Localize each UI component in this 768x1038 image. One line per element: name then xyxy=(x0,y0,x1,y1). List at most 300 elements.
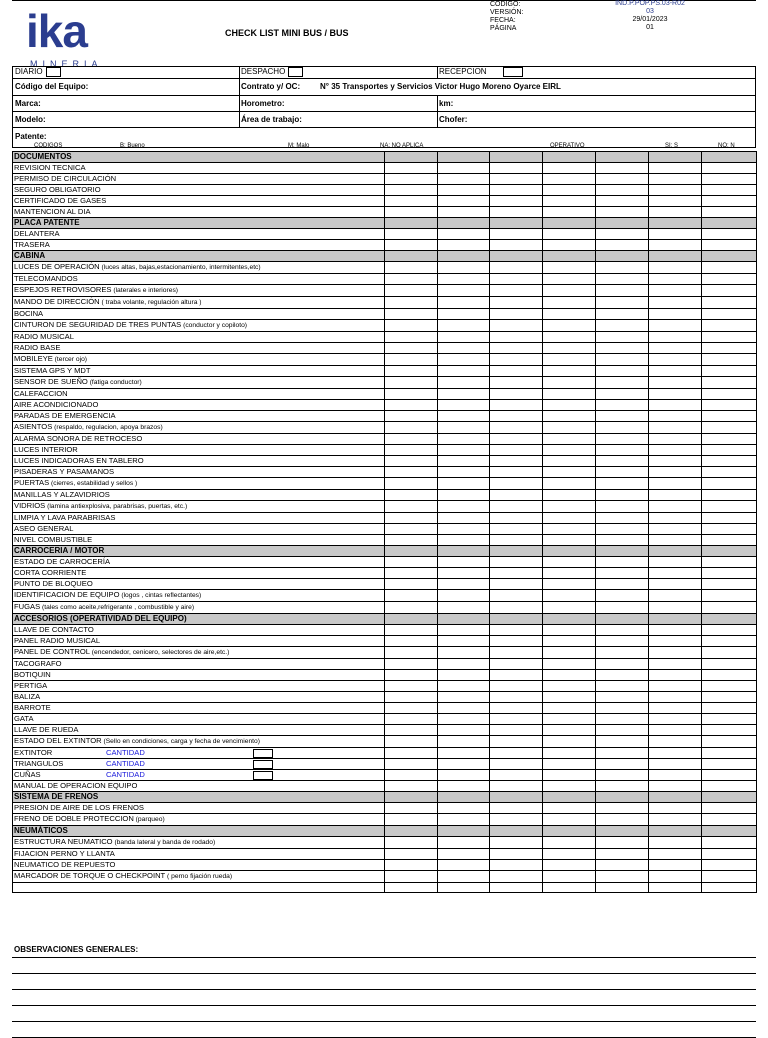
check-cell[interactable] xyxy=(596,285,649,297)
check-cell[interactable] xyxy=(702,781,757,792)
check-cell[interactable] xyxy=(438,692,490,703)
check-cell[interactable] xyxy=(385,883,438,893)
check-cell[interactable] xyxy=(649,274,702,285)
check-cell[interactable] xyxy=(385,837,438,849)
check-cell[interactable] xyxy=(438,524,490,535)
check-cell[interactable] xyxy=(649,748,702,759)
check-cell[interactable] xyxy=(490,377,543,389)
check-cell[interactable] xyxy=(385,434,438,445)
check-cell[interactable] xyxy=(596,297,649,309)
check-cell[interactable] xyxy=(490,422,543,434)
check-cell[interactable] xyxy=(702,297,757,309)
check-cell[interactable] xyxy=(438,501,490,513)
check-cell[interactable] xyxy=(490,714,543,725)
check-cell[interactable] xyxy=(543,568,596,579)
check-cell[interactable] xyxy=(702,285,757,297)
check-cell[interactable] xyxy=(385,535,438,546)
check-cell[interactable] xyxy=(490,343,543,354)
check-cell[interactable] xyxy=(596,647,649,659)
check-cell[interactable] xyxy=(649,196,702,207)
check-cell[interactable] xyxy=(490,229,543,240)
check-cell[interactable] xyxy=(438,274,490,285)
check-cell[interactable] xyxy=(438,490,490,501)
check-cell[interactable] xyxy=(385,262,438,274)
check-cell[interactable] xyxy=(490,568,543,579)
check-cell[interactable] xyxy=(490,309,543,320)
check-cell[interactable] xyxy=(596,174,649,185)
check-cell[interactable] xyxy=(438,568,490,579)
check-cell[interactable] xyxy=(490,670,543,681)
check-cell[interactable] xyxy=(702,579,757,590)
check-cell[interactable] xyxy=(702,343,757,354)
check-cell[interactable] xyxy=(649,636,702,647)
check-cell[interactable] xyxy=(490,434,543,445)
check-cell[interactable] xyxy=(702,670,757,681)
check-cell[interactable] xyxy=(649,781,702,792)
check-cell[interactable] xyxy=(702,659,757,670)
check-cell[interactable] xyxy=(596,781,649,792)
check-cell[interactable] xyxy=(702,366,757,377)
check-cell[interactable] xyxy=(596,320,649,332)
check-cell[interactable] xyxy=(702,185,757,196)
check-cell[interactable] xyxy=(385,803,438,814)
check-cell[interactable] xyxy=(596,524,649,535)
check-cell[interactable] xyxy=(702,490,757,501)
check-cell[interactable] xyxy=(649,163,702,174)
check-cell[interactable] xyxy=(490,524,543,535)
check-cell[interactable] xyxy=(543,636,596,647)
check-cell[interactable] xyxy=(385,759,438,770)
check-cell[interactable] xyxy=(543,163,596,174)
check-cell[interactable] xyxy=(490,860,543,871)
check-cell[interactable] xyxy=(438,343,490,354)
check-cell[interactable] xyxy=(385,602,438,614)
check-cell[interactable] xyxy=(438,725,490,736)
check-cell[interactable] xyxy=(649,860,702,871)
check-cell[interactable] xyxy=(596,670,649,681)
check-cell[interactable] xyxy=(596,163,649,174)
check-cell[interactable] xyxy=(385,725,438,736)
check-cell[interactable] xyxy=(438,625,490,636)
check-cell[interactable] xyxy=(385,163,438,174)
check-cell[interactable] xyxy=(490,366,543,377)
check-cell[interactable] xyxy=(490,535,543,546)
check-cell[interactable] xyxy=(596,849,649,860)
check-cell[interactable] xyxy=(702,434,757,445)
check-cell[interactable] xyxy=(649,411,702,422)
check-cell[interactable] xyxy=(649,285,702,297)
check-cell[interactable] xyxy=(649,377,702,389)
check-cell[interactable] xyxy=(702,354,757,366)
check-cell[interactable] xyxy=(649,501,702,513)
check-cell[interactable] xyxy=(385,174,438,185)
check-cell[interactable] xyxy=(649,309,702,320)
check-cell[interactable] xyxy=(438,535,490,546)
check-cell[interactable] xyxy=(385,703,438,714)
check-cell[interactable] xyxy=(490,262,543,274)
check-cell[interactable] xyxy=(596,602,649,614)
check-cell[interactable] xyxy=(596,692,649,703)
check-cell[interactable] xyxy=(702,309,757,320)
check-cell[interactable] xyxy=(596,803,649,814)
check-cell[interactable] xyxy=(596,422,649,434)
check-cell[interactable] xyxy=(543,714,596,725)
check-cell[interactable] xyxy=(702,736,757,748)
check-cell[interactable] xyxy=(490,389,543,400)
check-cell[interactable] xyxy=(385,354,438,366)
check-cell[interactable] xyxy=(702,478,757,490)
check-cell[interactable] xyxy=(649,803,702,814)
check-cell[interactable] xyxy=(438,411,490,422)
check-cell[interactable] xyxy=(596,400,649,411)
check-cell[interactable] xyxy=(385,781,438,792)
check-cell[interactable] xyxy=(702,456,757,467)
check-cell[interactable] xyxy=(490,411,543,422)
check-cell[interactable] xyxy=(596,229,649,240)
check-cell[interactable] xyxy=(543,490,596,501)
check-cell[interactable] xyxy=(385,478,438,490)
check-cell[interactable] xyxy=(702,332,757,343)
check-cell[interactable] xyxy=(702,535,757,546)
check-cell[interactable] xyxy=(438,240,490,251)
check-cell[interactable] xyxy=(543,725,596,736)
check-cell[interactable] xyxy=(596,759,649,770)
check-cell[interactable] xyxy=(490,320,543,332)
check-cell[interactable] xyxy=(490,871,543,883)
check-cell[interactable] xyxy=(543,625,596,636)
check-cell[interactable] xyxy=(385,736,438,748)
check-cell[interactable] xyxy=(702,320,757,332)
check-cell[interactable] xyxy=(385,377,438,389)
check-cell[interactable] xyxy=(543,770,596,781)
check-cell[interactable] xyxy=(596,490,649,501)
check-cell[interactable] xyxy=(649,320,702,332)
check-cell[interactable] xyxy=(490,185,543,196)
check-cell[interactable] xyxy=(438,703,490,714)
check-cell[interactable] xyxy=(490,849,543,860)
check-cell[interactable] xyxy=(649,883,702,893)
check-cell[interactable] xyxy=(543,400,596,411)
check-cell[interactable] xyxy=(596,309,649,320)
check-cell[interactable] xyxy=(596,714,649,725)
check-cell[interactable] xyxy=(438,670,490,681)
check-cell[interactable] xyxy=(596,456,649,467)
check-cell[interactable] xyxy=(543,434,596,445)
check-cell[interactable] xyxy=(385,524,438,535)
check-cell[interactable] xyxy=(490,590,543,602)
check-cell[interactable] xyxy=(543,389,596,400)
check-cell[interactable] xyxy=(385,871,438,883)
check-cell[interactable] xyxy=(385,366,438,377)
check-cell[interactable] xyxy=(596,377,649,389)
check-cell[interactable] xyxy=(490,274,543,285)
check-cell[interactable] xyxy=(702,568,757,579)
check-cell[interactable] xyxy=(702,647,757,659)
check-cell[interactable] xyxy=(702,725,757,736)
check-cell[interactable] xyxy=(438,207,490,218)
check-cell[interactable] xyxy=(543,803,596,814)
check-cell[interactable] xyxy=(596,579,649,590)
check-cell[interactable] xyxy=(438,400,490,411)
check-cell[interactable] xyxy=(702,759,757,770)
check-cell[interactable] xyxy=(490,781,543,792)
check-cell[interactable] xyxy=(649,478,702,490)
check-cell[interactable] xyxy=(596,725,649,736)
check-cell[interactable] xyxy=(596,883,649,893)
check-cell[interactable] xyxy=(438,389,490,400)
check-cell[interactable] xyxy=(543,229,596,240)
check-cell[interactable] xyxy=(543,366,596,377)
check-cell[interactable] xyxy=(702,871,757,883)
check-cell[interactable] xyxy=(543,647,596,659)
check-cell[interactable] xyxy=(649,602,702,614)
check-cell[interactable] xyxy=(596,770,649,781)
check-cell[interactable] xyxy=(596,185,649,196)
check-cell[interactable] xyxy=(490,354,543,366)
check-cell[interactable] xyxy=(596,196,649,207)
diario-checkbox[interactable] xyxy=(46,67,61,77)
check-cell[interactable] xyxy=(543,759,596,770)
check-cell[interactable] xyxy=(649,490,702,501)
check-cell[interactable] xyxy=(438,196,490,207)
check-cell[interactable] xyxy=(596,557,649,568)
check-cell[interactable] xyxy=(543,681,596,692)
check-cell[interactable] xyxy=(596,703,649,714)
check-cell[interactable] xyxy=(649,262,702,274)
check-cell[interactable] xyxy=(385,501,438,513)
check-cell[interactable] xyxy=(596,332,649,343)
check-cell[interactable] xyxy=(385,692,438,703)
check-cell[interactable] xyxy=(649,400,702,411)
check-cell[interactable] xyxy=(596,354,649,366)
check-cell[interactable] xyxy=(438,309,490,320)
check-cell[interactable] xyxy=(490,501,543,513)
check-cell[interactable] xyxy=(438,354,490,366)
recepcion-checkbox[interactable] xyxy=(503,67,523,77)
check-cell[interactable] xyxy=(649,389,702,400)
cantidad-box[interactable] xyxy=(253,760,273,769)
check-cell[interactable] xyxy=(385,860,438,871)
check-cell[interactable] xyxy=(649,240,702,251)
check-cell[interactable] xyxy=(385,849,438,860)
check-cell[interactable] xyxy=(596,478,649,490)
check-cell[interactable] xyxy=(649,297,702,309)
check-cell[interactable] xyxy=(438,860,490,871)
check-cell[interactable] xyxy=(490,400,543,411)
check-cell[interactable] xyxy=(490,513,543,524)
check-cell[interactable] xyxy=(490,814,543,826)
check-cell[interactable] xyxy=(596,659,649,670)
check-cell[interactable] xyxy=(702,501,757,513)
check-cell[interactable] xyxy=(543,501,596,513)
check-cell[interactable] xyxy=(543,332,596,343)
check-cell[interactable] xyxy=(490,557,543,568)
check-cell[interactable] xyxy=(702,692,757,703)
check-cell[interactable] xyxy=(702,274,757,285)
check-cell[interactable] xyxy=(649,445,702,456)
check-cell[interactable] xyxy=(543,513,596,524)
check-cell[interactable] xyxy=(702,849,757,860)
check-cell[interactable] xyxy=(543,196,596,207)
check-cell[interactable] xyxy=(490,445,543,456)
check-cell[interactable] xyxy=(702,174,757,185)
check-cell[interactable] xyxy=(438,814,490,826)
check-cell[interactable] xyxy=(702,590,757,602)
check-cell[interactable] xyxy=(649,871,702,883)
check-cell[interactable] xyxy=(385,229,438,240)
check-cell[interactable] xyxy=(596,871,649,883)
check-cell[interactable] xyxy=(438,262,490,274)
check-cell[interactable] xyxy=(385,590,438,602)
check-cell[interactable] xyxy=(649,714,702,725)
check-cell[interactable] xyxy=(438,871,490,883)
check-cell[interactable] xyxy=(438,174,490,185)
check-cell[interactable] xyxy=(385,748,438,759)
check-cell[interactable] xyxy=(702,389,757,400)
check-cell[interactable] xyxy=(438,445,490,456)
check-cell[interactable] xyxy=(543,411,596,422)
check-cell[interactable] xyxy=(649,568,702,579)
check-cell[interactable] xyxy=(543,849,596,860)
check-cell[interactable] xyxy=(649,703,702,714)
check-cell[interactable] xyxy=(438,781,490,792)
check-cell[interactable] xyxy=(702,467,757,478)
check-cell[interactable] xyxy=(543,377,596,389)
check-cell[interactable] xyxy=(649,725,702,736)
check-cell[interactable] xyxy=(438,557,490,568)
check-cell[interactable] xyxy=(490,681,543,692)
check-cell[interactable] xyxy=(649,849,702,860)
check-cell[interactable] xyxy=(490,636,543,647)
check-cell[interactable] xyxy=(438,285,490,297)
check-cell[interactable] xyxy=(385,513,438,524)
check-cell[interactable] xyxy=(385,400,438,411)
check-cell[interactable] xyxy=(543,837,596,849)
check-cell[interactable] xyxy=(543,297,596,309)
despacho-checkbox[interactable] xyxy=(288,67,303,77)
check-cell[interactable] xyxy=(543,207,596,218)
check-cell[interactable] xyxy=(649,670,702,681)
check-cell[interactable] xyxy=(543,883,596,893)
check-cell[interactable] xyxy=(702,196,757,207)
check-cell[interactable] xyxy=(385,456,438,467)
check-cell[interactable] xyxy=(543,422,596,434)
check-cell[interactable] xyxy=(543,524,596,535)
check-cell[interactable] xyxy=(702,207,757,218)
check-cell[interactable] xyxy=(438,467,490,478)
check-cell[interactable] xyxy=(490,240,543,251)
check-cell[interactable] xyxy=(490,163,543,174)
check-cell[interactable] xyxy=(596,535,649,546)
check-cell[interactable] xyxy=(438,681,490,692)
check-cell[interactable] xyxy=(702,860,757,871)
check-cell[interactable] xyxy=(385,332,438,343)
check-cell[interactable] xyxy=(596,837,649,849)
check-cell[interactable] xyxy=(490,883,543,893)
check-cell[interactable] xyxy=(438,883,490,893)
cantidad-box[interactable] xyxy=(253,771,273,780)
check-cell[interactable] xyxy=(438,456,490,467)
check-cell[interactable] xyxy=(596,501,649,513)
check-cell[interactable] xyxy=(702,411,757,422)
check-cell[interactable] xyxy=(490,837,543,849)
check-cell[interactable] xyxy=(385,670,438,681)
check-cell[interactable] xyxy=(596,467,649,478)
check-cell[interactable] xyxy=(596,681,649,692)
check-cell[interactable] xyxy=(385,557,438,568)
check-cell[interactable] xyxy=(596,814,649,826)
check-cell[interactable] xyxy=(385,579,438,590)
check-cell[interactable] xyxy=(490,456,543,467)
check-cell[interactable] xyxy=(490,692,543,703)
check-cell[interactable] xyxy=(543,781,596,792)
check-cell[interactable] xyxy=(649,681,702,692)
check-cell[interactable] xyxy=(702,445,757,456)
check-cell[interactable] xyxy=(490,759,543,770)
check-cell[interactable] xyxy=(702,681,757,692)
check-cell[interactable] xyxy=(649,174,702,185)
check-cell[interactable] xyxy=(490,659,543,670)
check-cell[interactable] xyxy=(596,262,649,274)
check-cell[interactable] xyxy=(649,434,702,445)
check-cell[interactable] xyxy=(438,377,490,389)
check-cell[interactable] xyxy=(649,659,702,670)
check-cell[interactable] xyxy=(543,262,596,274)
check-cell[interactable] xyxy=(543,590,596,602)
check-cell[interactable] xyxy=(543,692,596,703)
check-cell[interactable] xyxy=(596,590,649,602)
check-cell[interactable] xyxy=(649,513,702,524)
check-cell[interactable] xyxy=(649,837,702,849)
check-cell[interactable] xyxy=(649,647,702,659)
check-cell[interactable] xyxy=(702,377,757,389)
check-cell[interactable] xyxy=(596,411,649,422)
check-cell[interactable] xyxy=(702,163,757,174)
check-cell[interactable] xyxy=(438,636,490,647)
check-cell[interactable] xyxy=(385,207,438,218)
check-cell[interactable] xyxy=(543,736,596,748)
check-cell[interactable] xyxy=(385,770,438,781)
check-cell[interactable] xyxy=(385,297,438,309)
check-cell[interactable] xyxy=(438,736,490,748)
check-cell[interactable] xyxy=(543,309,596,320)
check-cell[interactable] xyxy=(649,557,702,568)
check-cell[interactable] xyxy=(596,513,649,524)
check-cell[interactable] xyxy=(385,274,438,285)
check-cell[interactable] xyxy=(438,659,490,670)
check-cell[interactable] xyxy=(543,274,596,285)
check-cell[interactable] xyxy=(543,240,596,251)
check-cell[interactable] xyxy=(438,602,490,614)
cantidad-box[interactable] xyxy=(253,749,273,758)
check-cell[interactable] xyxy=(543,320,596,332)
check-cell[interactable] xyxy=(649,366,702,377)
check-cell[interactable] xyxy=(596,389,649,400)
check-cell[interactable] xyxy=(702,229,757,240)
check-cell[interactable] xyxy=(490,579,543,590)
check-cell[interactable] xyxy=(438,579,490,590)
check-cell[interactable] xyxy=(543,814,596,826)
check-cell[interactable] xyxy=(543,343,596,354)
check-cell[interactable] xyxy=(543,659,596,670)
check-cell[interactable] xyxy=(543,860,596,871)
check-cell[interactable] xyxy=(543,445,596,456)
check-cell[interactable] xyxy=(702,602,757,614)
check-cell[interactable] xyxy=(649,625,702,636)
check-cell[interactable] xyxy=(702,803,757,814)
check-cell[interactable] xyxy=(596,625,649,636)
check-cell[interactable] xyxy=(649,814,702,826)
